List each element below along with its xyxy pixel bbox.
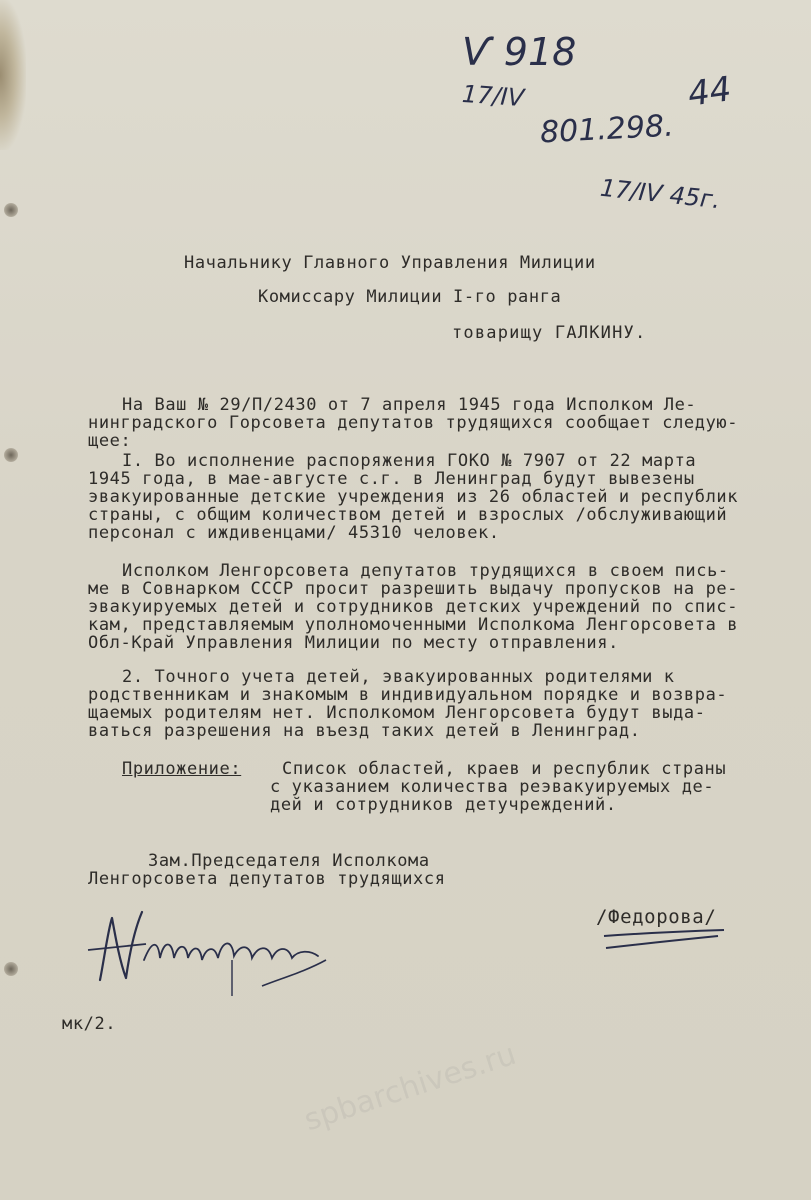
body-line: Обл-Край Управления Милиции по месту отправления. bbox=[88, 633, 619, 653]
punch-hole bbox=[4, 448, 18, 462]
address-line-1: Начальнику Главного Управления Милиции bbox=[184, 253, 596, 273]
handwritten-date-right: 17/IV 45г. bbox=[598, 173, 722, 215]
handwritten-mark: 44 bbox=[685, 69, 734, 115]
body-line: персонал с иждивенцами/ 45310 человек. bbox=[88, 523, 500, 543]
appendix-label: Приложение: bbox=[122, 759, 242, 779]
punch-hole bbox=[4, 203, 18, 217]
body-line: кам, представляемым уполномоченными Исполкома Ленгорсовета в bbox=[88, 615, 739, 635]
body-line: эвакуируемых детей и сотрудников детских учреждений по спис- bbox=[88, 597, 739, 617]
watermark: spbarchives.ru bbox=[299, 1036, 521, 1139]
document-reference: мк/2. bbox=[62, 1014, 117, 1034]
body-line: нинградского Горсовета депутатов трудящихся сообщает следую- bbox=[88, 413, 739, 433]
signatory-name: /Федорова/ bbox=[596, 906, 717, 928]
body-line: 2. Точного учета детей, эвакуированных родителями к bbox=[122, 667, 675, 687]
signatory-title: Зам.Председателя Исполкома bbox=[148, 851, 430, 871]
torn-edge bbox=[0, 0, 26, 150]
body-line: 1945 года, в мае-августе с.г. в Ленинград будут вывезены bbox=[88, 469, 695, 489]
address-line-3: товарищу ГАЛКИНУ. bbox=[452, 323, 647, 343]
handwritten-reg-number: 801.298. bbox=[539, 108, 675, 151]
body-line: ме в Совнарком СССР просит разрешить выдачу пропусков на ре- bbox=[88, 579, 739, 599]
address-line-2: Комиссару Милиции I-го ранга bbox=[258, 287, 562, 307]
handwritten-date: 17/IV bbox=[461, 79, 526, 113]
body-line: родственникам и знакомым в индивидуальном порядке и возвра- bbox=[88, 685, 728, 705]
body-line: ваться разрешения на въезд таких детей в Ленинград. bbox=[88, 721, 641, 741]
appendix-line: Список областей, краев и республик страны bbox=[282, 759, 727, 779]
appendix-line: с указанием количества реэвакуируемых де- bbox=[270, 777, 715, 797]
signatory-title: Ленгорсовета депутатов трудящихся bbox=[88, 869, 446, 889]
body-line: Исполком Ленгорсовета депутатов трудящихся в своем пись- bbox=[122, 561, 729, 581]
punch-hole bbox=[4, 962, 18, 976]
body-line: На Ваш № 29/П/2430 от 7 апреля 1945 года Исполком Ле- bbox=[122, 395, 697, 415]
handwritten-signature bbox=[82, 900, 332, 1010]
signature-underline bbox=[600, 926, 730, 956]
body-line: I. Во исполнение распоряжения ГОКО № 7907 от 22 марта bbox=[122, 451, 697, 471]
appendix-line: дей и сотрудников детучреждений. bbox=[270, 795, 617, 815]
body-line: щаемых родителям нет. Исполкомом Ленгорсовета будут выда- bbox=[88, 703, 706, 723]
body-line: эвакуированные детские учреждения из 26 областей и республик bbox=[88, 487, 739, 507]
handwritten-number: Ѵ 918 bbox=[462, 30, 577, 74]
body-line: щее: bbox=[88, 431, 132, 451]
body-line: страны, с общим количеством детей и взрослых /обслуживающий bbox=[88, 505, 728, 525]
